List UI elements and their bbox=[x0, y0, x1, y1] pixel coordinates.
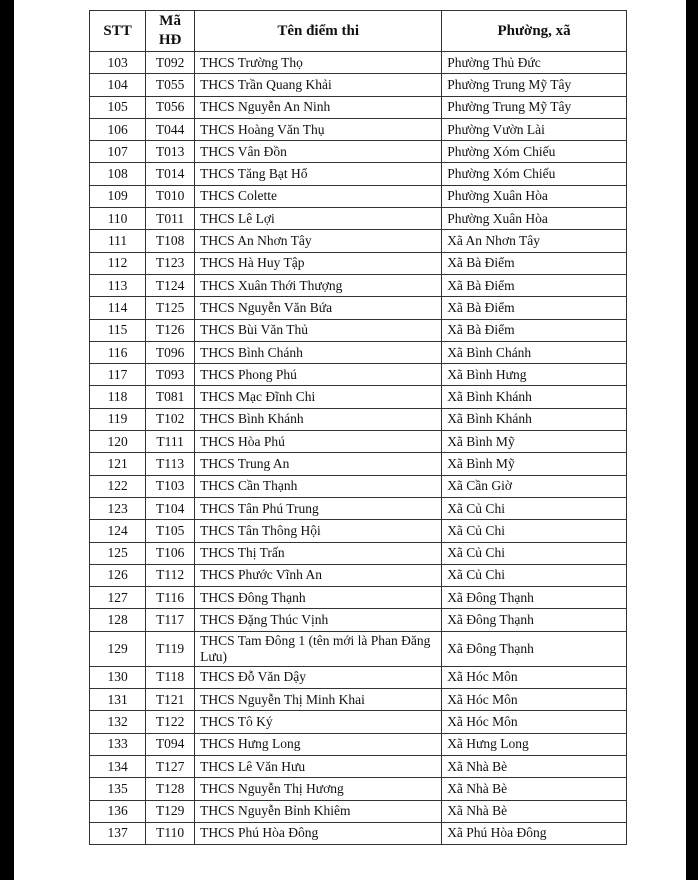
cell-stt: 126 bbox=[90, 564, 146, 586]
cell-stt: 136 bbox=[90, 800, 146, 822]
cell-ma-hd: T092 bbox=[146, 52, 195, 74]
cell-phuong-xa: Phường Thủ Đức bbox=[442, 52, 627, 74]
cell-stt: 123 bbox=[90, 497, 146, 519]
cell-stt: 129 bbox=[90, 631, 146, 666]
exam-sites-table bbox=[89, 10, 627, 845]
cell-ma-hd: T094 bbox=[146, 733, 195, 755]
cell-ma-hd: T104 bbox=[146, 497, 195, 519]
cell-ten-diem-thi: THCS Hà Huy Tập bbox=[195, 252, 442, 274]
cell-ma-hd: T112 bbox=[146, 564, 195, 586]
cell-phuong-xa: Xã Bình Khánh bbox=[442, 408, 627, 430]
cell-stt: 112 bbox=[90, 252, 146, 274]
cell-ma-hd: T116 bbox=[146, 587, 195, 609]
cell-phuong-xa: Xã Đông Thạnh bbox=[442, 609, 627, 631]
cell-stt: 132 bbox=[90, 711, 146, 733]
cell-phuong-xa: Xã Bình Khánh bbox=[442, 386, 627, 408]
cell-phuong-xa: Xã Bà Điểm bbox=[442, 319, 627, 341]
table-row bbox=[90, 666, 627, 688]
cell-stt: 125 bbox=[90, 542, 146, 564]
cell-ma-hd: T128 bbox=[146, 778, 195, 800]
cell-ma-hd: T106 bbox=[146, 542, 195, 564]
cell-ma-hd: T102 bbox=[146, 408, 195, 430]
cell-phuong-xa: Xã Bà Điểm bbox=[442, 252, 627, 274]
cell-phuong-xa: Xã An Nhơn Tây bbox=[442, 230, 627, 252]
cell-ten-diem-thi: THCS Nguyễn Bỉnh Khiêm bbox=[195, 800, 442, 822]
cell-stt: 128 bbox=[90, 609, 146, 631]
cell-ma-hd: T123 bbox=[146, 252, 195, 274]
cell-stt: 116 bbox=[90, 341, 146, 363]
cell-phuong-xa: Xã Bình Mỹ bbox=[442, 431, 627, 453]
cell-stt: 122 bbox=[90, 475, 146, 497]
table-row bbox=[90, 587, 627, 609]
cell-stt: 103 bbox=[90, 52, 146, 74]
cell-phuong-xa: Xã Bà Điểm bbox=[442, 274, 627, 296]
cell-stt: 108 bbox=[90, 163, 146, 185]
cell-ten-diem-thi: THCS Lê Văn Hưu bbox=[195, 755, 442, 777]
cell-ten-diem-thi: THCS Trường Thọ bbox=[195, 52, 442, 74]
table-row bbox=[90, 453, 627, 475]
cell-ma-hd: T108 bbox=[146, 230, 195, 252]
cell-phuong-xa: Xã Cần Giờ bbox=[442, 475, 627, 497]
header-phuong-xa: Phường, xã bbox=[442, 11, 627, 52]
cell-stt: 124 bbox=[90, 520, 146, 542]
cell-ten-diem-thi: THCS Hoàng Văn Thụ bbox=[195, 118, 442, 140]
cell-stt: 118 bbox=[90, 386, 146, 408]
cell-phuong-xa: Xã Bình Mỹ bbox=[442, 453, 627, 475]
cell-stt: 135 bbox=[90, 778, 146, 800]
cell-ma-hd: T013 bbox=[146, 141, 195, 163]
cell-ma-hd: T014 bbox=[146, 163, 195, 185]
table-row bbox=[90, 163, 627, 185]
table-row bbox=[90, 778, 627, 800]
cell-stt: 111 bbox=[90, 230, 146, 252]
cell-phuong-xa: Xã Củ Chi bbox=[442, 497, 627, 519]
cell-stt: 104 bbox=[90, 74, 146, 96]
cell-ten-diem-thi: THCS Hưng Long bbox=[195, 733, 442, 755]
cell-ten-diem-thi: THCS Tam Đông 1 (tên mới là Phan Đăng Lưu) bbox=[195, 631, 442, 666]
cell-stt: 130 bbox=[90, 666, 146, 688]
cell-ten-diem-thi: THCS Đỗ Văn Dậy bbox=[195, 666, 442, 688]
table-row bbox=[90, 96, 627, 118]
cell-stt: 120 bbox=[90, 431, 146, 453]
cell-phuong-xa: Phường Xóm Chiếu bbox=[442, 141, 627, 163]
table-row bbox=[90, 319, 627, 341]
cell-ten-diem-thi: THCS Nguyễn An Ninh bbox=[195, 96, 442, 118]
cell-ma-hd: T121 bbox=[146, 689, 195, 711]
table-row bbox=[90, 141, 627, 163]
cell-ma-hd: T096 bbox=[146, 341, 195, 363]
cell-stt: 113 bbox=[90, 274, 146, 296]
cell-ten-diem-thi: THCS Nguyễn Thị Hương bbox=[195, 778, 442, 800]
cell-stt: 109 bbox=[90, 185, 146, 207]
table-row bbox=[90, 341, 627, 363]
cell-ma-hd: T010 bbox=[146, 185, 195, 207]
cell-ten-diem-thi: THCS Thị Trấn bbox=[195, 542, 442, 564]
table-row bbox=[90, 297, 627, 319]
cell-ten-diem-thi: THCS Bình Chánh bbox=[195, 341, 442, 363]
cell-ten-diem-thi: THCS Hòa Phú bbox=[195, 431, 442, 453]
cell-ma-hd: T093 bbox=[146, 364, 195, 386]
cell-ma-hd: T110 bbox=[146, 822, 195, 844]
cell-ten-diem-thi: THCS Tân Thông Hội bbox=[195, 520, 442, 542]
cell-ten-diem-thi: THCS Nguyễn Thị Minh Khai bbox=[195, 689, 442, 711]
cell-ten-diem-thi: THCS Phong Phú bbox=[195, 364, 442, 386]
cell-stt: 119 bbox=[90, 408, 146, 430]
cell-ma-hd: T127 bbox=[146, 755, 195, 777]
cell-ma-hd: T126 bbox=[146, 319, 195, 341]
header-ma-hd: Mã HĐ bbox=[146, 11, 195, 52]
cell-ten-diem-thi: THCS Tân Phú Trung bbox=[195, 497, 442, 519]
header-row bbox=[90, 11, 627, 52]
table-row bbox=[90, 475, 627, 497]
cell-stt: 121 bbox=[90, 453, 146, 475]
header-stt: STT bbox=[90, 11, 146, 52]
cell-ten-diem-thi: THCS Bùi Văn Thủ bbox=[195, 319, 442, 341]
cell-phuong-xa: Xã Hóc Môn bbox=[442, 711, 627, 733]
table-row bbox=[90, 497, 627, 519]
cell-stt: 137 bbox=[90, 822, 146, 844]
cell-ma-hd: T129 bbox=[146, 800, 195, 822]
table-row bbox=[90, 822, 627, 844]
cell-phuong-xa: Xã Củ Chi bbox=[442, 520, 627, 542]
cell-stt: 134 bbox=[90, 755, 146, 777]
table-row bbox=[90, 609, 627, 631]
cell-ten-diem-thi: THCS Trung An bbox=[195, 453, 442, 475]
cell-ma-hd: T113 bbox=[146, 453, 195, 475]
cell-ten-diem-thi: THCS Lê Lợi bbox=[195, 208, 442, 230]
cell-ten-diem-thi: THCS Vân Đồn bbox=[195, 141, 442, 163]
cell-phuong-xa: Phường Xuân Hòa bbox=[442, 185, 627, 207]
cell-ma-hd: T119 bbox=[146, 631, 195, 666]
cell-phuong-xa: Xã Phú Hòa Đông bbox=[442, 822, 627, 844]
table-row bbox=[90, 230, 627, 252]
cell-ten-diem-thi: THCS Đông Thạnh bbox=[195, 587, 442, 609]
cell-ma-hd: T081 bbox=[146, 386, 195, 408]
cell-ten-diem-thi: THCS Trần Quang Khải bbox=[195, 74, 442, 96]
cell-phuong-xa: Phường Trung Mỹ Tây bbox=[442, 96, 627, 118]
cell-stt: 110 bbox=[90, 208, 146, 230]
cell-ma-hd: T117 bbox=[146, 609, 195, 631]
cell-phuong-xa: Phường Xóm Chiếu bbox=[442, 163, 627, 185]
cell-phuong-xa: Xã Củ Chi bbox=[442, 542, 627, 564]
table-row bbox=[90, 252, 627, 274]
table-row bbox=[90, 542, 627, 564]
cell-ma-hd: T111 bbox=[146, 431, 195, 453]
cell-phuong-xa: Xã Nhà Bè bbox=[442, 755, 627, 777]
cell-stt: 106 bbox=[90, 118, 146, 140]
cell-phuong-xa: Xã Củ Chi bbox=[442, 564, 627, 586]
table-row bbox=[90, 689, 627, 711]
cell-ma-hd: T118 bbox=[146, 666, 195, 688]
cell-phuong-xa: Xã Đông Thạnh bbox=[442, 587, 627, 609]
cell-ten-diem-thi: THCS An Nhơn Tây bbox=[195, 230, 442, 252]
table-row bbox=[90, 520, 627, 542]
cell-phuong-xa: Phường Trung Mỹ Tây bbox=[442, 74, 627, 96]
cell-phuong-xa: Xã Nhà Bè bbox=[442, 778, 627, 800]
cell-ten-diem-thi: THCS Nguyễn Văn Bứa bbox=[195, 297, 442, 319]
cell-stt: 117 bbox=[90, 364, 146, 386]
cell-stt: 127 bbox=[90, 587, 146, 609]
cell-ma-hd: T103 bbox=[146, 475, 195, 497]
table-row bbox=[90, 74, 627, 96]
cell-ma-hd: T122 bbox=[146, 711, 195, 733]
cell-ten-diem-thi: THCS Tô Ký bbox=[195, 711, 442, 733]
cell-phuong-xa: Xã Nhà Bè bbox=[442, 800, 627, 822]
cell-ten-diem-thi: THCS Xuân Thới Thượng bbox=[195, 274, 442, 296]
table-row bbox=[90, 52, 627, 74]
table-row bbox=[90, 800, 627, 822]
table-row bbox=[90, 118, 627, 140]
cell-ten-diem-thi: THCS Bình Khánh bbox=[195, 408, 442, 430]
table-row bbox=[90, 711, 627, 733]
cell-phuong-xa: Xã Bình Chánh bbox=[442, 341, 627, 363]
cell-phuong-xa: Xã Hưng Long bbox=[442, 733, 627, 755]
table-row bbox=[90, 431, 627, 453]
cell-stt: 105 bbox=[90, 96, 146, 118]
cell-ma-hd: T124 bbox=[146, 274, 195, 296]
header-ten-diem-thi: Tên điểm thi bbox=[195, 11, 442, 52]
table-row bbox=[90, 408, 627, 430]
table-row bbox=[90, 733, 627, 755]
table-row bbox=[90, 208, 627, 230]
cell-ten-diem-thi: THCS Phú Hòa Đông bbox=[195, 822, 442, 844]
cell-ma-hd: T056 bbox=[146, 96, 195, 118]
cell-ma-hd: T125 bbox=[146, 297, 195, 319]
cell-ma-hd: T011 bbox=[146, 208, 195, 230]
table-body bbox=[90, 52, 627, 845]
cell-phuong-xa: Xã Bà Điểm bbox=[442, 297, 627, 319]
cell-phuong-xa: Xã Đông Thạnh bbox=[442, 631, 627, 666]
cell-ten-diem-thi: THCS Đặng Thúc Vịnh bbox=[195, 609, 442, 631]
cell-stt: 133 bbox=[90, 733, 146, 755]
cell-ten-diem-thi: THCS Cần Thạnh bbox=[195, 475, 442, 497]
cell-ma-hd: T055 bbox=[146, 74, 195, 96]
cell-ten-diem-thi: THCS Phước Vĩnh An bbox=[195, 564, 442, 586]
cell-ma-hd: T044 bbox=[146, 118, 195, 140]
cell-ten-diem-thi: THCS Colette bbox=[195, 185, 442, 207]
table-row bbox=[90, 185, 627, 207]
table-row bbox=[90, 564, 627, 586]
cell-phuong-xa: Xã Bình Hưng bbox=[442, 364, 627, 386]
table-row bbox=[90, 386, 627, 408]
cell-stt: 131 bbox=[90, 689, 146, 711]
table-header bbox=[90, 11, 627, 52]
table-row bbox=[90, 631, 627, 666]
cell-ten-diem-thi: THCS Mạc Đĩnh Chi bbox=[195, 386, 442, 408]
table-row bbox=[90, 755, 627, 777]
table-row bbox=[90, 274, 627, 296]
cell-phuong-xa: Phường Xuân Hòa bbox=[442, 208, 627, 230]
cell-phuong-xa: Xã Hóc Môn bbox=[442, 666, 627, 688]
cell-stt: 107 bbox=[90, 141, 146, 163]
cell-phuong-xa: Xã Hóc Môn bbox=[442, 689, 627, 711]
table-row bbox=[90, 364, 627, 386]
cell-phuong-xa: Phường Vườn Lài bbox=[442, 118, 627, 140]
cell-stt: 115 bbox=[90, 319, 146, 341]
cell-ma-hd: T105 bbox=[146, 520, 195, 542]
cell-ten-diem-thi: THCS Tăng Bạt Hổ bbox=[195, 163, 442, 185]
cell-stt: 114 bbox=[90, 297, 146, 319]
